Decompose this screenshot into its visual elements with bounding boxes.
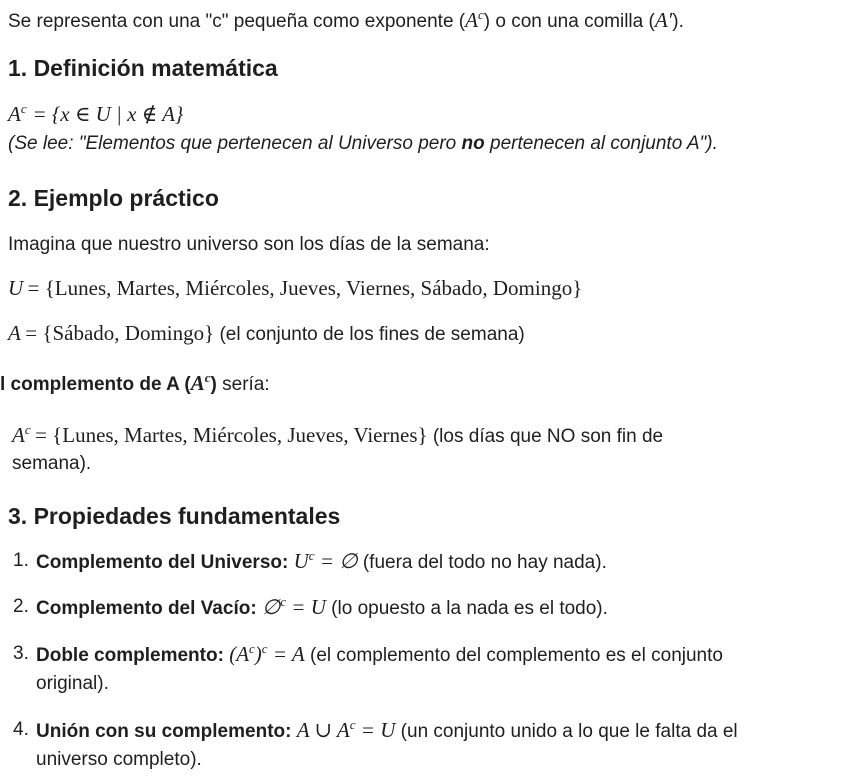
reading-emphasis: no (461, 133, 485, 154)
definition-formula (8, 100, 183, 129)
complement-intro (0, 370, 270, 398)
list-number: 2. (13, 596, 29, 617)
formula-note-continuation: semana). (12, 453, 92, 474)
property-description: (lo opuesto a la nada es el todo). (325, 598, 608, 619)
math-superscript: c (249, 641, 255, 656)
universe-formula (8, 274, 582, 305)
math-expression: = {x ∈ U | x ∉ A} (32, 102, 184, 126)
list-item: 3. Doble complemento: $(A^c)^c = A$ (el complemento del complemento es el conjunto original). (0, 641, 867, 697)
property-label: Complemento del Vacío: (36, 598, 257, 619)
property-description: (fuera del todo no hay nada). (357, 552, 607, 573)
list-number: 4. (13, 719, 29, 740)
math-superscript: c (204, 370, 211, 385)
definition-reading (8, 131, 718, 157)
math-symbol: A (236, 642, 250, 666)
math-superscript: c (477, 7, 484, 22)
math-expression: = A (272, 642, 305, 666)
paragraph: Imagina que nuestro universo son los días de la semana: (8, 234, 490, 255)
math-superscript: c (349, 717, 356, 732)
math-symbol: A (465, 8, 478, 32)
math-superscript: c (308, 548, 315, 563)
intro-text: Se representa con una "c" pequeña como exponente ( (8, 11, 466, 32)
property-label: Doble complemento: (36, 645, 224, 666)
list-item (0, 717, 867, 773)
math-superscript: c (261, 641, 268, 656)
math-symbol: A′ (654, 8, 673, 32)
list-item (0, 548, 867, 578)
section-heading: 1. Definición matemática (8, 55, 278, 81)
reading-text: pertenecen al conjunto A"). (484, 133, 718, 154)
section-heading: 3. Propiedades fundamentales (8, 503, 341, 529)
complement-label: ) (210, 374, 217, 395)
list-number: 1. (13, 550, 29, 571)
set-formula (8, 319, 525, 350)
math-expression: = {Lunes, Martes, Miércoles, Jueves, Viernes, Sábado, Domingo} (27, 276, 583, 300)
math-expression: A ∪ A (296, 718, 350, 742)
math-symbol: A (8, 321, 21, 345)
math-superscript: c (24, 422, 31, 437)
math-expression: = {Lunes, Martes, Miércoles, Jueves, Viernes} (35, 423, 428, 447)
property-description: (un conjunto unido a lo que le falta da el (395, 721, 738, 742)
formula-note: (los días que NO son fin de (427, 426, 664, 447)
math-symbol: A (8, 102, 21, 126)
math-symbol: A (12, 423, 25, 447)
math-superscript: c (280, 594, 287, 609)
intro-text: ). (672, 11, 684, 32)
intro-text: ) o con una comilla ( (483, 11, 655, 32)
math-superscript: c (20, 101, 27, 116)
property-description: original). (36, 673, 109, 694)
reading-text: (Se lee: "Elementos que pertenecen al Universo pero (8, 133, 462, 154)
intro-line (8, 7, 684, 35)
math-expression: = {Sábado, Domingo} (25, 321, 215, 345)
complement-formula (12, 421, 663, 452)
math-symbol: U (8, 276, 24, 300)
complement-label: l complemento de A ( (0, 374, 191, 395)
math-symbol: U (293, 549, 309, 573)
property-label: Unión con su complemento: (36, 721, 292, 742)
math-expression: = ∅ (319, 549, 358, 573)
property-label: Complemento del Universo: (36, 552, 289, 573)
complement-text: sería: (216, 374, 270, 395)
math-expression: = U (360, 718, 396, 742)
property-description: universo completo). (36, 749, 202, 770)
math-symbol: A (190, 371, 205, 395)
list-item: 2. Complemento del Vacío: ∅$^c$ = U (lo opuesto a la nada es el todo). (13, 594, 608, 619)
section-heading: 2. Ejemplo práctico (8, 185, 219, 211)
formula-note: (el conjunto de los fines de semana) (214, 324, 525, 345)
list-number: 3. (13, 643, 29, 664)
property-description: (el complemento del complemento es el conjunto (304, 645, 723, 666)
math-expression: = U (291, 595, 326, 619)
